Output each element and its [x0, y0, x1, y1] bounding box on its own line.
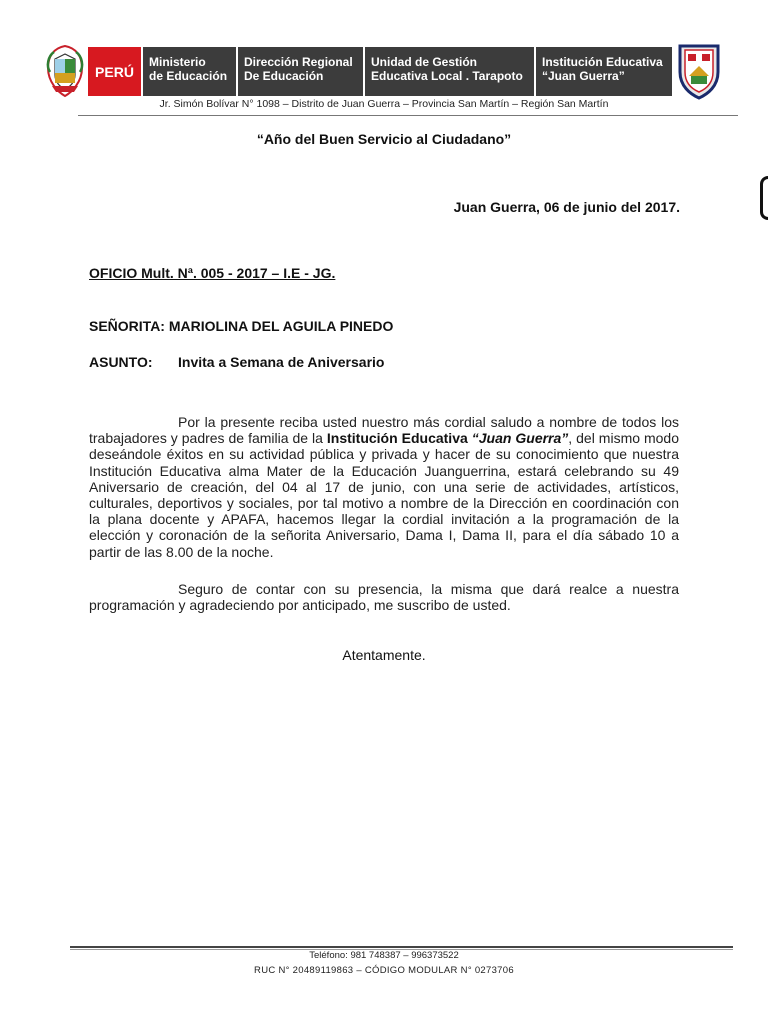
header-box-line: De Educación	[244, 69, 324, 83]
header-box-line: “Juan Guerra”	[542, 69, 625, 83]
header-box-ugel	[365, 47, 534, 96]
letter-date: Juan Guerra, 06 de junio del 2017.	[453, 199, 680, 215]
school-name-italic: “Juan Guerra”	[471, 430, 569, 447]
header-box-institucion	[536, 47, 672, 96]
recipient-name: MARIOLINA DEL AGUILA PINEDO	[168, 318, 394, 334]
header-box-line: de Educación	[149, 69, 228, 83]
closing-salutation: Atentamente.	[342, 647, 426, 663]
year-motto: “Año del Buen Servicio al Ciudadano”	[256, 131, 512, 147]
subject-text: Invita a Semana de Aniversario	[178, 354, 385, 370]
paragraph-text: , del mismo modo deseándole éxitos en su actividad pública y privada y hacer de su conocimiento que nuestra Institución Educativa alma Mater de la Educación Juanguerrina, estará celebrando su 49 Aniversario de creación, del 04 al 17 de junio, con una serie de actividades, artísticos, culturales, deportivos y sociales, por tal motivo a nombre de la Dirección en coordinación con la plana docente y APAFA, hacemos llegar la cordial invitación a la programación de la elección y coronación de la señorita Aniversario, Dama I, Dama II, para el día sábado 10 a partir de las 8.00 de la noche.	[89, 430, 680, 560]
peru-label: PERÚ	[88, 47, 141, 96]
header-divider	[78, 115, 738, 116]
institution-name-bold: Institución Educativa	[326, 430, 468, 447]
coat-of-arms-peru-logo	[44, 42, 86, 98]
footer-ruc: RUC N° 20489119863 – CÓDIGO MODULAR N° 0273706	[254, 965, 514, 976]
body-paragraph-1	[89, 414, 679, 560]
letter-reference: OFICIO Mult. Nª. 005 - 2017 – I.E - JG.	[89, 265, 336, 281]
header-box-line: Institución Educativa	[542, 55, 663, 69]
school-crest-logo	[676, 40, 722, 100]
header-box-line: Educativa Local . Tarapoto	[371, 69, 523, 83]
header-box-line: Dirección Regional	[244, 55, 353, 69]
header-box-ministerio	[143, 47, 236, 96]
header-box-line: Ministerio	[149, 55, 206, 69]
recipient-label: SEÑORITA:	[89, 318, 165, 334]
header-box-line: Unidad de Gestión	[371, 55, 478, 69]
footer-divider	[70, 946, 733, 948]
page-edge-mark	[760, 176, 768, 220]
header-box-direccion-regional	[238, 47, 363, 96]
paragraph-text: Por la presente reciba usted nuestro más cordial saludo a nombre de todos los trabajadores y padres de familia de la	[89, 414, 679, 447]
subject-label: ASUNTO:	[89, 354, 153, 370]
body-paragraph-2	[89, 581, 679, 613]
footer-phone: Teléfono: 981 748387 – 996373522	[309, 950, 459, 961]
subject-line	[89, 354, 384, 370]
paragraph-text: Seguro de contar con su presencia, la misma que dará realce a nuestra programación y agradeciendo por anticipado, me suscribo de usted.	[89, 581, 679, 614]
institution-address: Jr. Simón Bolívar N° 1098 – Distrito de Juan Guerra – Provincia San Martín – Región San Martín	[159, 98, 609, 110]
recipient-line	[89, 318, 393, 334]
